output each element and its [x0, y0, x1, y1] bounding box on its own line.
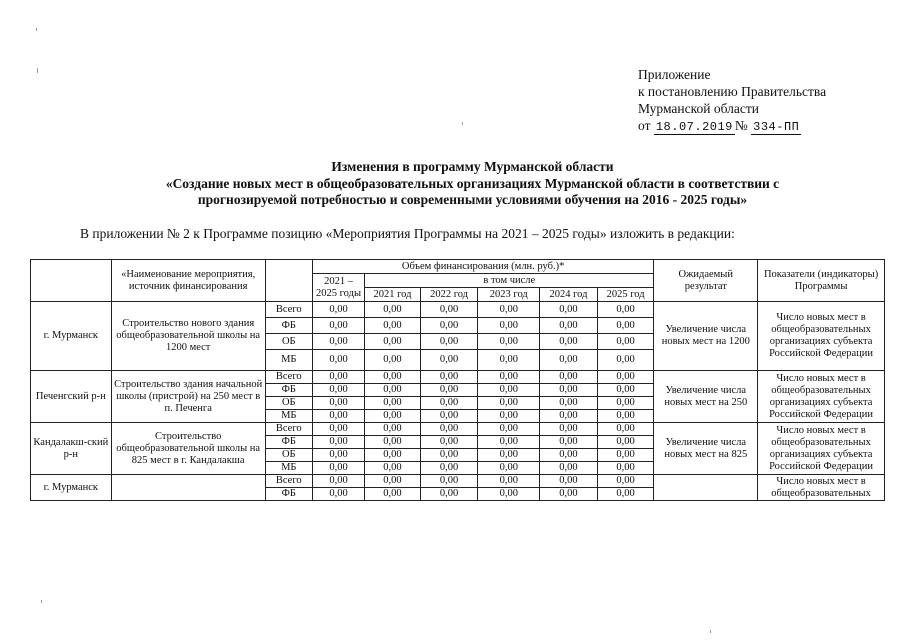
value-cell: 0,00 — [312, 423, 364, 436]
indicator-cell: Число новых мест в общеобразовательных организациях субъекта Российской Федерации — [758, 371, 885, 423]
value-cell: 0,00 — [420, 423, 478, 436]
value-cell: 0,00 — [540, 475, 598, 488]
value-cell: 0,00 — [478, 302, 540, 318]
value-cell: 0,00 — [540, 318, 598, 334]
value-cell: 0,00 — [597, 318, 654, 334]
intro-text: В приложении № 2 к Программе позицию «Мероприятия Программы на 2021 – 2025 годы» изложить в редакции: — [80, 226, 735, 241]
value-cell: 0,00 — [478, 462, 540, 475]
value-cell: 0,00 — [312, 371, 364, 384]
decree-number: 334-ПП — [753, 120, 800, 134]
table-row — [31, 423, 885, 436]
source-cell: Всего — [265, 371, 312, 384]
value-cell: 0,00 — [312, 350, 364, 371]
value-cell: 0,00 — [597, 397, 654, 410]
value-cell: 0,00 — [365, 423, 421, 436]
value-cell: 0,00 — [478, 449, 540, 462]
value-cell: 0,00 — [478, 410, 540, 423]
appendix-date-line — [638, 117, 826, 136]
header-total-period: 2021 – 2025 годы — [312, 274, 364, 302]
value-cell: 0,00 — [478, 318, 540, 334]
header-name: «Наименование мероприятия, источник финансирования — [111, 260, 265, 302]
value-cell: 0,00 — [478, 488, 540, 501]
value-cell: 0,00 — [365, 334, 421, 350]
document-title — [40, 159, 905, 209]
value-cell: 0,00 — [420, 397, 478, 410]
header-2022: 2022 год — [420, 288, 478, 302]
value-cell: 0,00 — [597, 488, 654, 501]
value-cell: 0,00 — [478, 397, 540, 410]
source-cell: Всего — [265, 475, 312, 488]
value-cell: 0,00 — [420, 371, 478, 384]
value-cell: 0,00 — [478, 475, 540, 488]
value-cell: 0,00 — [478, 384, 540, 397]
source-cell: ОБ — [265, 397, 312, 410]
indicator-cell: Число новых мест в общеобразовательных организациях субъекта Российской Федерации — [758, 302, 885, 371]
value-cell: 0,00 — [597, 350, 654, 371]
value-cell: 0,00 — [478, 334, 540, 350]
result-cell — [654, 475, 758, 501]
value-cell: 0,00 — [540, 397, 598, 410]
value-cell: 0,00 — [312, 397, 364, 410]
value-cell: 0,00 — [478, 350, 540, 371]
value-cell: 0,00 — [597, 475, 654, 488]
source-cell: МБ — [265, 462, 312, 475]
value-cell: 0,00 — [312, 488, 364, 501]
title-line-3: прогнозируемой потребностью и современными условиями обучения на 2016 - 2025 годы» — [197, 192, 748, 207]
decree-date: 18.07.2019 — [655, 120, 733, 134]
title-line-2: «Создание новых мест в общеобразовательных организациях Мурманской области в соответствии с — [165, 175, 780, 191]
value-cell: 0,00 — [597, 384, 654, 397]
value-cell: 0,00 — [597, 423, 654, 436]
value-cell: 0,00 — [597, 449, 654, 462]
source-cell: ОБ — [265, 449, 312, 462]
value-cell: 0,00 — [478, 423, 540, 436]
header-indicators: Показатели (индикаторы) Программы — [758, 260, 885, 302]
source-cell: ФБ — [265, 384, 312, 397]
value-cell: 0,00 — [540, 384, 598, 397]
value-cell: 0,00 — [365, 350, 421, 371]
value-cell: 0,00 — [540, 302, 598, 318]
value-cell: 0,00 — [312, 436, 364, 449]
value-cell: 0,00 — [540, 462, 598, 475]
scan-mark — [462, 122, 463, 125]
value-cell: 0,00 — [365, 371, 421, 384]
value-cell: 0,00 — [312, 334, 364, 350]
scan-mark — [41, 600, 42, 603]
value-cell: 0,00 — [365, 475, 421, 488]
value-cell: 0,00 — [540, 334, 598, 350]
activity-cell: Строительство нового здания общеобразовательной школы на 1200 мест — [111, 302, 265, 371]
value-cell: 0,00 — [312, 302, 364, 318]
source-cell: Всего — [265, 423, 312, 436]
value-cell: 0,00 — [312, 384, 364, 397]
indicator-cell: Число новых мест в общеобразовательных организациях субъекта Российской Федерации — [758, 423, 885, 475]
from-label: от — [638, 118, 651, 133]
value-cell: 0,00 — [420, 350, 478, 371]
value-cell: 0,00 — [365, 384, 421, 397]
header-result: Ожидаемый результат — [654, 260, 758, 302]
header-source — [265, 260, 312, 302]
value-cell: 0,00 — [365, 462, 421, 475]
value-cell: 0,00 — [312, 410, 364, 423]
value-cell: 0,00 — [365, 449, 421, 462]
value-cell: 0,00 — [312, 475, 364, 488]
appendix-line-3: Мурманской области — [638, 101, 759, 116]
value-cell: 0,00 — [420, 488, 478, 501]
value-cell: 0,00 — [420, 462, 478, 475]
location-cell: г. Мурманск — [31, 475, 112, 501]
value-cell: 0,00 — [420, 302, 478, 318]
title-line-1: Изменения в программу Мурманской области — [331, 159, 614, 174]
scan-mark — [37, 68, 38, 73]
value-cell: 0,00 — [597, 462, 654, 475]
header-2023: 2023 год — [478, 288, 540, 302]
value-cell: 0,00 — [540, 350, 598, 371]
source-cell: Всего — [265, 302, 312, 318]
value-cell: 0,00 — [540, 410, 598, 423]
value-cell: 0,00 — [312, 318, 364, 334]
value-cell: 0,00 — [312, 449, 364, 462]
value-cell: 0,00 — [420, 318, 478, 334]
activity-cell: Строительство здания начальной школы (пристрой) на 250 мест в п. Печенга — [111, 371, 265, 423]
value-cell: 0,00 — [597, 334, 654, 350]
number-label: № — [734, 118, 748, 133]
location-cell: Печенгский р-н — [31, 371, 112, 423]
source-cell: МБ — [265, 410, 312, 423]
value-cell: 0,00 — [365, 410, 421, 423]
table-row — [31, 302, 885, 318]
value-cell: 0,00 — [597, 302, 654, 318]
location-cell: г. Мурманск — [31, 302, 112, 371]
value-cell: 0,00 — [597, 436, 654, 449]
value-cell: 0,00 — [420, 384, 478, 397]
indicator-cell: Число новых мест в общеобразовательных — [758, 475, 885, 501]
appendix-block — [638, 66, 826, 136]
activity-cell: Строительство общеобразовательной школы на 825 мест в г. Кандалакша — [111, 423, 265, 475]
value-cell: 0,00 — [540, 371, 598, 384]
value-cell: 0,00 — [540, 436, 598, 449]
value-cell: 0,00 — [597, 371, 654, 384]
value-cell: 0,00 — [420, 449, 478, 462]
value-cell: 0,00 — [365, 397, 421, 410]
scan-mark — [710, 630, 711, 633]
source-cell: ОБ — [265, 334, 312, 350]
value-cell: 0,00 — [365, 488, 421, 501]
table-row — [31, 475, 885, 488]
scan-mark — [36, 28, 37, 31]
location-cell: Кандалакш-ский р-н — [31, 423, 112, 475]
value-cell: 0,00 — [597, 410, 654, 423]
source-cell: МБ — [265, 350, 312, 371]
header-2025: 2025 год — [597, 288, 654, 302]
value-cell: 0,00 — [540, 449, 598, 462]
header-including: в том числе — [365, 274, 654, 288]
program-table — [30, 259, 885, 501]
source-cell: ФБ — [265, 318, 312, 334]
value-cell: 0,00 — [540, 488, 598, 501]
value-cell: 0,00 — [365, 318, 421, 334]
value-cell: 0,00 — [420, 334, 478, 350]
header-funding: Объем финансирования (млн. руб.)* — [312, 260, 654, 274]
result-cell: Увеличение числа новых мест на 1200 — [654, 302, 758, 371]
value-cell: 0,00 — [478, 436, 540, 449]
table-row — [31, 371, 885, 384]
value-cell: 0,00 — [478, 371, 540, 384]
header-2021: 2021 год — [365, 288, 421, 302]
value-cell: 0,00 — [420, 436, 478, 449]
value-cell: 0,00 — [312, 462, 364, 475]
value-cell: 0,00 — [540, 423, 598, 436]
header-location — [31, 260, 112, 302]
result-cell: Увеличение числа новых мест на 250 — [654, 371, 758, 423]
source-cell: ФБ — [265, 436, 312, 449]
value-cell: 0,00 — [365, 436, 421, 449]
source-cell: ФБ — [265, 488, 312, 501]
appendix-line-2: к постановлению Правительства — [638, 84, 827, 99]
header-2024: 2024 год — [540, 288, 598, 302]
result-cell: Увеличение числа новых мест на 825 — [654, 423, 758, 475]
activity-cell — [111, 475, 265, 501]
value-cell: 0,00 — [420, 410, 478, 423]
appendix-line-1: Приложение — [638, 67, 711, 82]
value-cell: 0,00 — [365, 302, 421, 318]
value-cell: 0,00 — [420, 475, 478, 488]
